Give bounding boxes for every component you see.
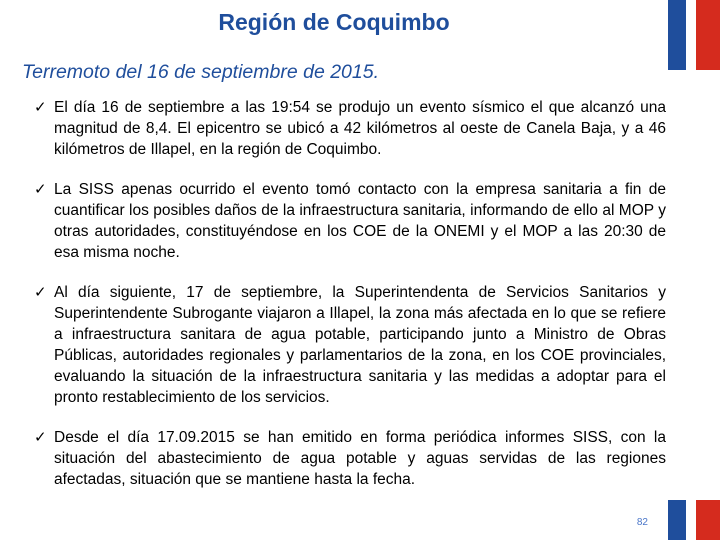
page-title: Región de Coquimbo [218,9,450,35]
bullet-item-2 [34,179,666,263]
flag-stripe-blue [668,0,686,70]
flag-stripe-blue [668,500,686,540]
check-mark-icon: ✓ [34,284,47,301]
flag-stripe-white [686,500,696,540]
bullet-list [34,97,666,509]
bullet-text: Desde el día 17.09.2015 se han emitido en forma periódica informes SISS, con la situación del abastecimiento de agua potable y aguas servidas de las regiones afectadas, situación que se mantiene hasta la fecha. [54,429,666,488]
check-mark-icon: ✓ [34,429,47,446]
flag-stripe-white [686,0,696,70]
check-mark-icon: ✓ [34,181,47,198]
bullet-text: La SISS apenas ocurrido el evento tomó contacto con la empresa sanitaria a fin de cuantificar los posibles daños de la infraestructura sanitaria, informando de ello al MOP y otras autoridades, constituyéndose en los COE de la ONEMI y el MOP a las 20:30 de esa misma noche. [54,181,666,261]
bullet-text: Al día siguiente, 17 de septiembre, la Superintendenta de Servicios Sanitarios y Superintendente Subrogante viajaron a Illapel, la zona más afectada en lo que se refiere a infraestructura sanitara de agua potable, participando junto a Ministro de Obras Públicas, autoridades regionales y parlamentarios de la zona, en los COE provinciales, evaluando la situación de la infraestructura sanitaria y las medidas a adoptar para el pronto restablecimiento de los servicios. [54,284,666,406]
check-mark-icon: ✓ [34,99,47,116]
bullet-item-3 [34,282,666,408]
bullet-item-1 [34,97,666,160]
flag-stripes-decoration-top [668,0,720,70]
page-number: 82 [636,517,648,528]
page-subtitle: Terremoto del 16 de septiembre de 2015. [22,61,380,83]
flag-stripe-red [696,0,720,70]
bullet-item-4 [34,427,666,490]
flag-stripe-red [696,500,720,540]
flag-stripes-decoration-bottom [668,500,720,540]
bullet-text: El día 16 de septiembre a las 19:54 se produjo un evento sísmico el que alcanzó una magnitud de 8,4. El epicentro se ubicó a 42 kilómetros al oeste de Canela Baja, y a 46 kilómetros de Illapel, en la región de Coquimbo. [54,99,666,158]
